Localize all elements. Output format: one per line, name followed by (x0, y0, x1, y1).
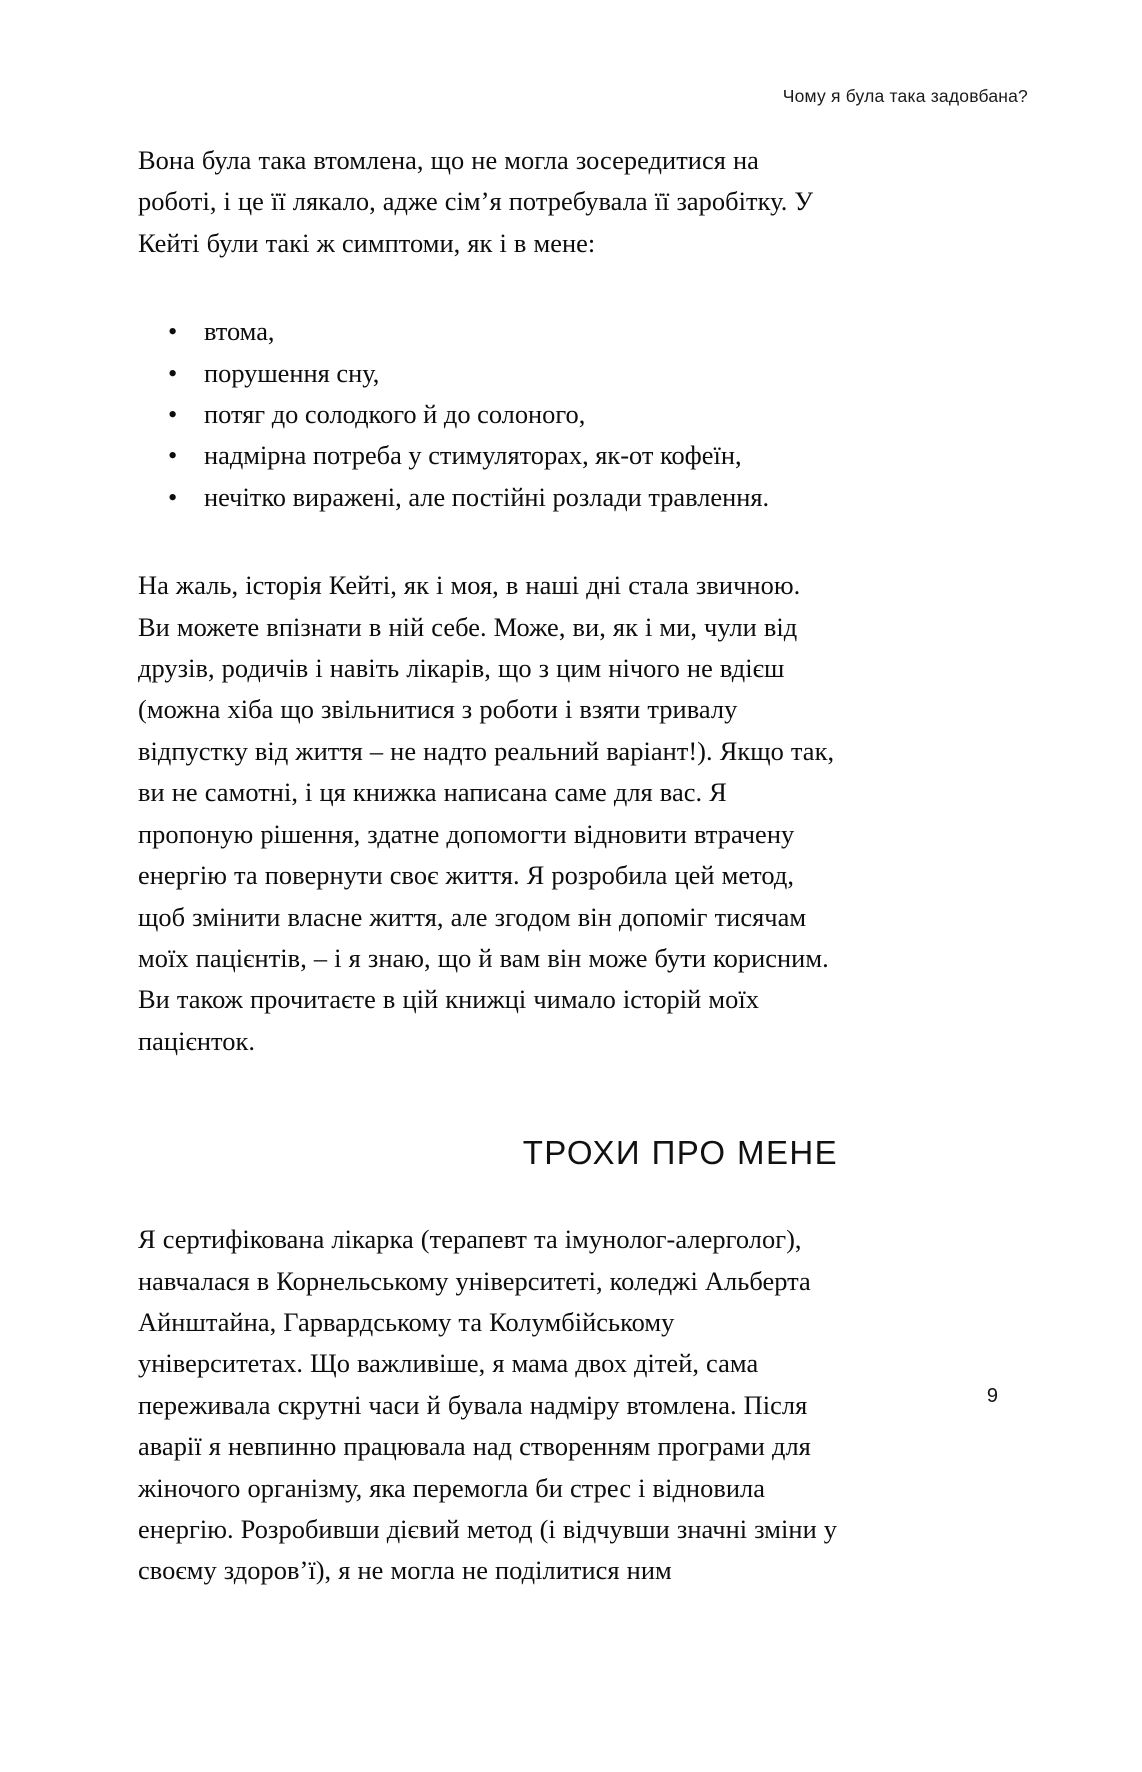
list-item-label: надмірна потреба у стимуляторах, як-от кофеїн, (204, 440, 742, 471)
list-item-label: втома, (204, 316, 275, 347)
running-header: Чому я була така задовбана? (782, 86, 1028, 106)
list-item (138, 435, 838, 476)
spacer-after-heading (138, 1172, 838, 1219)
paragraph-about-me: Я сертифікована лікарка (терапевт та імунолог-алерголог), навчалася в Корнельському університеті, коледжі Альберта Айнштайна, Гарвардському та Колумбійському університетах. Що важливіше, я мама двох дітей, сама переживала скрутні часи й бувала надміру втомлена. Після аварії я невпинно працювала над створенням програми для жіночого організму, яка перемогла би стрес і відновила енергію. Розробивши дієвий метод (і відчувши значні зміни у своєму здоров’ї), я не могла не поділитися ним (138, 1224, 838, 1586)
list-item-label: нечітко виражені, але постійні розлади травлення. (204, 481, 770, 512)
bullet-icon: • (168, 481, 178, 512)
paragraph-intro: Вона була така втомлена, що не могла зосередитися на роботі, і це її лякало, адже сім’я потребувала її заробітку. У Кейті були такі ж симптоми, як і в мене: (138, 145, 814, 258)
bullet-icon: • (168, 440, 178, 471)
bullet-icon: • (168, 399, 178, 430)
symptom-list (138, 311, 838, 518)
spacer-before-list (138, 264, 838, 311)
list-item-label: порушення сну, (204, 357, 380, 388)
page-number: 9 (986, 1385, 998, 1407)
bullet-icon: • (168, 357, 178, 388)
list-item-label: потяг до солодкого й до солоного, (204, 399, 586, 430)
list-item (138, 311, 838, 352)
bullet-icon: • (168, 316, 178, 347)
section-heading: ТРОХИ ПРО МЕНЕ (522, 1134, 838, 1172)
spacer-after-list (138, 518, 838, 565)
spacer-before-heading (138, 1062, 838, 1134)
list-item (138, 353, 838, 394)
list-item (138, 477, 838, 518)
list-item (138, 394, 838, 435)
paragraph-story: На жаль, історія Кейті, як і моя, в наші дні стала звичною. Ви можете впізнати в ній себе. Може, ви, як і ми, чули від друзів, родичів і навіть лікарів, що з цим нічого не вдієш (можна хіба що звільнитися з роботи і взяти тривалу відпустку від життя – не надто реальний варіант!). Якщо так, ви не самотні, і ця книжка написана саме для вас. Я пропоную рішення, здатне допомогти відновити втрачену енергію та повернути своє життя. Я розробила цей метод, щоб змінити власне життя, але згодом він допоміг тисячам моїх пацієнтів, – і я знаю, що й вам він може бути корисним. Ви також прочитаєте в цій книжці чимало історій моїх пацієнток. (138, 570, 835, 1056)
text-column (138, 140, 838, 1592)
